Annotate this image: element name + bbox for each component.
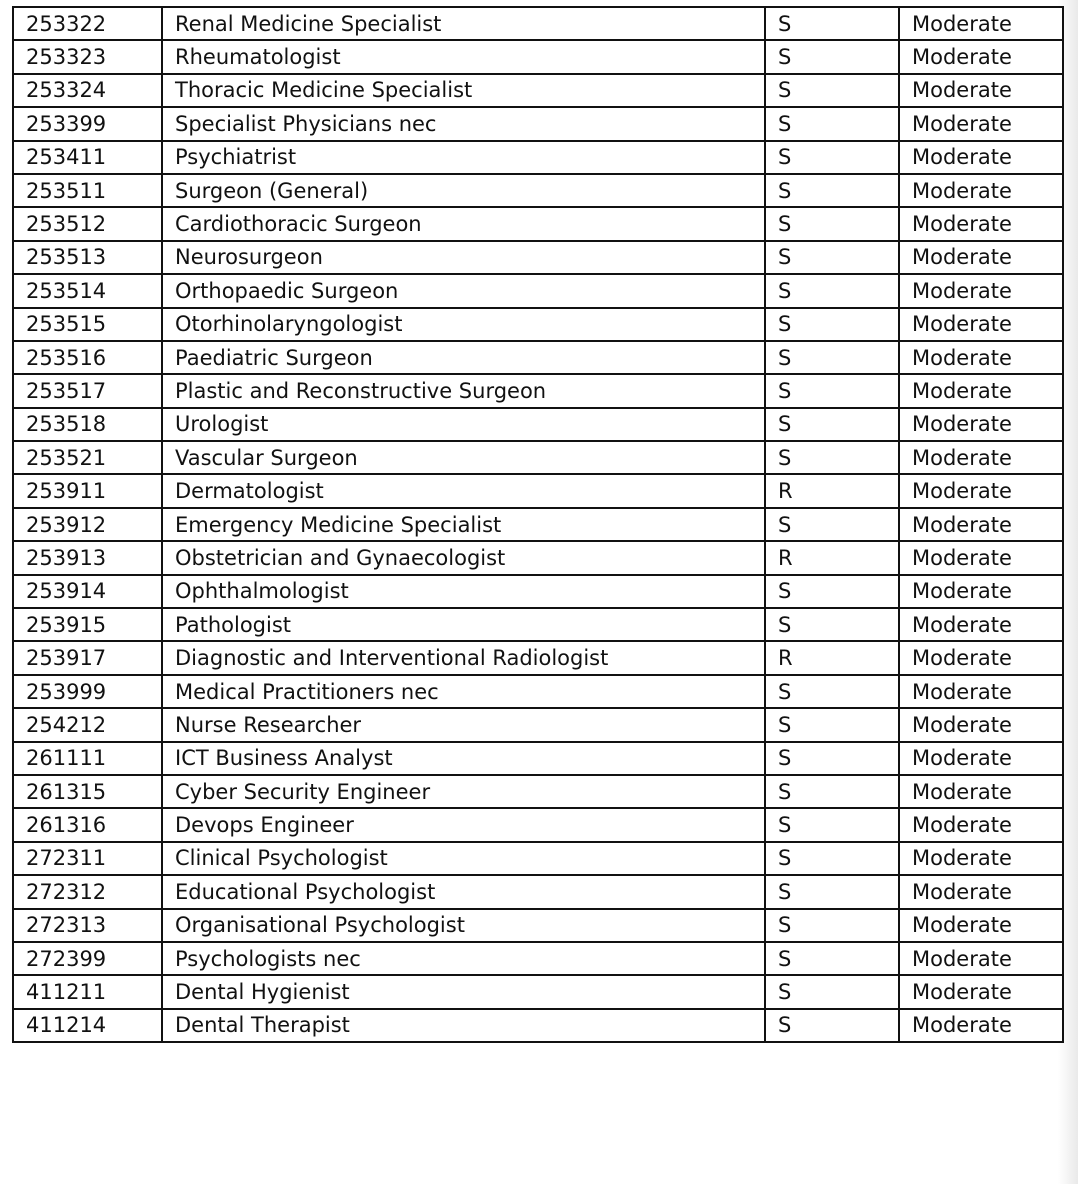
cell-assessment-level: Moderate [899,541,1063,574]
cell-assessment-level: Moderate [899,474,1063,507]
cell-occupation-name: Otorhinolaryngologist [162,308,765,341]
cell-occupation-name: Vascular Surgeon [162,441,765,474]
cell-occupation-code: 272312 [13,875,162,908]
cell-occupation-code: 253518 [13,408,162,441]
cell-list-type: S [765,808,899,841]
cell-occupation-code: 253323 [13,40,162,73]
cell-assessment-level: Moderate [899,7,1063,40]
cell-assessment-level: Moderate [899,708,1063,741]
cell-assessment-level: Moderate [899,274,1063,307]
table-row [13,241,1063,274]
cell-occupation-name: Clinical Psychologist [162,842,765,875]
cell-assessment-level: Moderate [899,975,1063,1008]
cell-occupation-code: 253411 [13,141,162,174]
cell-assessment-level: Moderate [899,107,1063,140]
cell-assessment-level: Moderate [899,909,1063,942]
table-row [13,909,1063,942]
cell-assessment-level: Moderate [899,141,1063,174]
cell-list-type: R [765,641,899,674]
cell-occupation-code: 253521 [13,441,162,474]
cell-list-type: S [765,742,899,775]
cell-occupation-name: Nurse Researcher [162,708,765,741]
table-row [13,1009,1063,1042]
cell-occupation-code: 253512 [13,207,162,240]
cell-assessment-level: Moderate [899,575,1063,608]
cell-occupation-name: Diagnostic and Interventional Radiologist [162,641,765,674]
cell-occupation-code: 253399 [13,107,162,140]
table-row [13,308,1063,341]
cell-occupation-code: 254212 [13,708,162,741]
cell-assessment-level: Moderate [899,508,1063,541]
cell-list-type: S [765,174,899,207]
cell-list-type: S [765,341,899,374]
table-row [13,274,1063,307]
cell-assessment-level: Moderate [899,40,1063,73]
cell-assessment-level: Moderate [899,207,1063,240]
cell-occupation-name: Psychiatrist [162,141,765,174]
cell-assessment-level: Moderate [899,441,1063,474]
cell-assessment-level: Moderate [899,341,1063,374]
table-row [13,74,1063,107]
cell-assessment-level: Moderate [899,641,1063,674]
cell-occupation-name: ICT Business Analyst [162,742,765,775]
table-row [13,775,1063,808]
table-row [13,842,1063,875]
table-row [13,374,1063,407]
cell-list-type: S [765,207,899,240]
cell-list-type: S [765,408,899,441]
table-row [13,675,1063,708]
cell-list-type: S [765,975,899,1008]
cell-occupation-code: 261316 [13,808,162,841]
table-row [13,174,1063,207]
cell-occupation-name: Neurosurgeon [162,241,765,274]
cell-list-type: S [765,374,899,407]
cell-list-type: S [765,1009,899,1042]
cell-assessment-level: Moderate [899,241,1063,274]
cell-list-type: S [765,909,899,942]
cell-occupation-code: 411211 [13,975,162,1008]
cell-list-type: S [765,241,899,274]
cell-occupation-code: 253324 [13,74,162,107]
table-row [13,508,1063,541]
table-row [13,7,1063,40]
cell-occupation-name: Dermatologist [162,474,765,507]
cell-occupation-name: Specialist Physicians nec [162,107,765,140]
cell-assessment-level: Moderate [899,74,1063,107]
cell-assessment-level: Moderate [899,875,1063,908]
cell-assessment-level: Moderate [899,775,1063,808]
table-row [13,141,1063,174]
cell-occupation-name: Educational Psychologist [162,875,765,908]
cell-occupation-name: Dental Therapist [162,1009,765,1042]
cell-occupation-code: 253911 [13,474,162,507]
cell-occupation-name: Medical Practitioners nec [162,675,765,708]
cell-list-type: S [765,675,899,708]
table-row [13,40,1063,73]
cell-assessment-level: Moderate [899,842,1063,875]
cell-assessment-level: Moderate [899,174,1063,207]
cell-occupation-code: 272399 [13,942,162,975]
table-row [13,942,1063,975]
occupation-table-container [12,6,1062,1043]
cell-occupation-code: 253914 [13,575,162,608]
cell-occupation-name: Cardiothoracic Surgeon [162,207,765,240]
cell-occupation-code: 253513 [13,241,162,274]
cell-occupation-name: Plastic and Reconstructive Surgeon [162,374,765,407]
occupation-table-body [13,7,1063,1042]
cell-occupation-name: Dental Hygienist [162,975,765,1008]
cell-occupation-code: 253999 [13,675,162,708]
cell-assessment-level: Moderate [899,1009,1063,1042]
cell-list-type: S [765,942,899,975]
cell-list-type: S [765,842,899,875]
cell-list-type: S [765,308,899,341]
cell-occupation-name: Devops Engineer [162,808,765,841]
cell-assessment-level: Moderate [899,308,1063,341]
cell-occupation-code: 253514 [13,274,162,307]
cell-assessment-level: Moderate [899,808,1063,841]
cell-occupation-name: Surgeon (General) [162,174,765,207]
cell-list-type: S [765,441,899,474]
cell-list-type: R [765,541,899,574]
cell-occupation-code: 253322 [13,7,162,40]
cell-occupation-name: Organisational Psychologist [162,909,765,942]
table-row [13,875,1063,908]
cell-occupation-code: 253912 [13,508,162,541]
table-row [13,575,1063,608]
cell-occupation-code: 253511 [13,174,162,207]
cell-occupation-name: Emergency Medicine Specialist [162,508,765,541]
cell-list-type: S [765,74,899,107]
table-row [13,541,1063,574]
cell-occupation-name: Pathologist [162,608,765,641]
cell-occupation-code: 411214 [13,1009,162,1042]
cell-occupation-name: Renal Medicine Specialist [162,7,765,40]
cell-assessment-level: Moderate [899,408,1063,441]
cell-list-type: S [765,107,899,140]
cell-occupation-code: 253913 [13,541,162,574]
cell-list-type: R [765,474,899,507]
cell-assessment-level: Moderate [899,608,1063,641]
cell-list-type: S [765,575,899,608]
table-row [13,742,1063,775]
table-row [13,708,1063,741]
cell-occupation-name: Obstetrician and Gynaecologist [162,541,765,574]
table-row [13,608,1063,641]
cell-occupation-name: Cyber Security Engineer [162,775,765,808]
cell-list-type: S [765,608,899,641]
cell-occupation-name: Ophthalmologist [162,575,765,608]
cell-list-type: S [765,775,899,808]
cell-occupation-name: Urologist [162,408,765,441]
table-row [13,341,1063,374]
table-row [13,408,1063,441]
table-row [13,207,1063,240]
table-row [13,107,1063,140]
cell-list-type: S [765,40,899,73]
cell-list-type: S [765,141,899,174]
cell-occupation-name: Rheumatologist [162,40,765,73]
cell-occupation-code: 272313 [13,909,162,942]
occupation-table [12,6,1064,1043]
cell-occupation-code: 253917 [13,641,162,674]
cell-occupation-name: Orthopaedic Surgeon [162,274,765,307]
table-row [13,441,1063,474]
cell-list-type: S [765,274,899,307]
cell-occupation-code: 253915 [13,608,162,641]
cell-list-type: S [765,875,899,908]
cell-assessment-level: Moderate [899,742,1063,775]
cell-occupation-name: Paediatric Surgeon [162,341,765,374]
cell-list-type: S [765,508,899,541]
cell-list-type: S [765,7,899,40]
table-row [13,808,1063,841]
cell-assessment-level: Moderate [899,942,1063,975]
cell-occupation-code: 253516 [13,341,162,374]
cell-list-type: S [765,708,899,741]
cell-occupation-code: 253515 [13,308,162,341]
cell-assessment-level: Moderate [899,675,1063,708]
table-row [13,975,1063,1008]
cell-assessment-level: Moderate [899,374,1063,407]
cell-occupation-name: Psychologists nec [162,942,765,975]
cell-occupation-code: 261111 [13,742,162,775]
cell-occupation-code: 272311 [13,842,162,875]
table-row [13,474,1063,507]
cell-occupation-code: 261315 [13,775,162,808]
cell-occupation-code: 253517 [13,374,162,407]
cell-occupation-name: Thoracic Medicine Specialist [162,74,765,107]
table-row [13,641,1063,674]
